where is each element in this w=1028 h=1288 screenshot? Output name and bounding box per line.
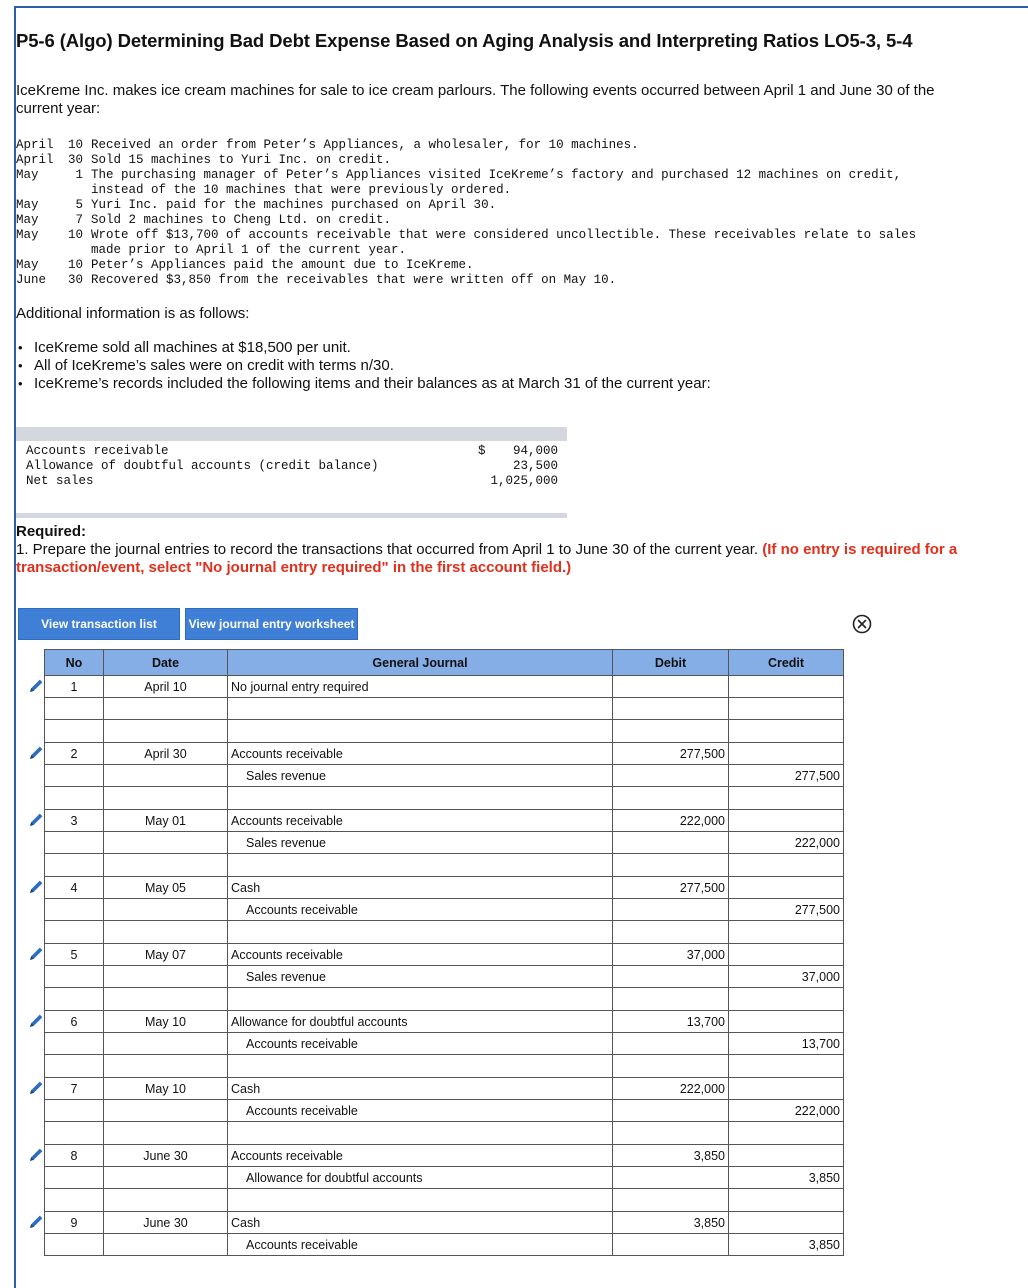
- entry-debit: [613, 1100, 729, 1122]
- event-day: 30: [67, 273, 83, 287]
- entry-account: Allowance for doubtful accounts: [228, 1011, 613, 1033]
- table-row-blank: [45, 1189, 844, 1212]
- empty-cell: [45, 787, 104, 810]
- table-row: [45, 1100, 844, 1122]
- balance-label: Allowance of doubtful accounts (credit balance): [26, 459, 379, 473]
- empty-cell: [45, 1055, 104, 1078]
- table-row: [45, 1145, 844, 1167]
- entry-date: [104, 899, 228, 921]
- event-month: April: [16, 138, 54, 152]
- entry-account: Cash: [228, 1078, 613, 1100]
- empty-cell: [45, 720, 104, 743]
- entry-credit: [729, 810, 844, 832]
- entry-account: Sales revenue: [228, 966, 613, 988]
- entry-debit: 3,850: [613, 1212, 729, 1234]
- balance-row: [26, 474, 558, 489]
- event-day: 7: [75, 213, 83, 227]
- table-row-blank: [45, 787, 844, 810]
- entry-credit: 13,700: [729, 1033, 844, 1055]
- view-journal-entry-worksheet-button[interactable]: View journal entry worksheet: [185, 608, 358, 640]
- entry-account: Accounts receivable: [228, 743, 613, 765]
- empty-cell: [228, 1189, 613, 1212]
- table-row-blank: [45, 1122, 844, 1145]
- edit-pencil-icon[interactable]: [27, 1146, 45, 1164]
- empty-cell: [104, 854, 228, 877]
- event-day: 5: [75, 198, 83, 212]
- entry-debit: [613, 899, 729, 921]
- view-transaction-list-button[interactable]: View transaction list: [18, 608, 180, 640]
- entry-debit: [613, 832, 729, 854]
- entry-credit: [729, 877, 844, 899]
- entry-no: 5: [45, 944, 104, 966]
- table-row: [45, 1011, 844, 1033]
- empty-cell: [45, 988, 104, 1011]
- table-row: [45, 765, 844, 787]
- table-row-blank: [45, 1055, 844, 1078]
- event-text: Yuri Inc. paid for the machines purchased on April 30.: [91, 198, 497, 212]
- edit-pencil-icon[interactable]: [27, 945, 45, 963]
- edit-pencil-icon[interactable]: [27, 811, 45, 829]
- event-month: May: [16, 228, 39, 242]
- entry-account: Accounts receivable: [228, 899, 613, 921]
- entry-credit: 277,500: [729, 899, 844, 921]
- empty-cell: [613, 1055, 729, 1078]
- entry-no: [45, 765, 104, 787]
- empty-cell: [613, 787, 729, 810]
- balance-row: [26, 459, 558, 474]
- required-instruction: 1. Prepare the journal entries to record the transactions that occurred from April 1 to June 30 of the current year.: [16, 541, 759, 558]
- intro-text: IceKreme Inc. makes ice cream machines for sale to ice cream parlours. The following events occurred between April 1 and June 30 of the current year:: [16, 82, 935, 117]
- edit-pencil-icon[interactable]: [27, 1012, 45, 1030]
- empty-cell: [45, 921, 104, 944]
- event-text: The purchasing manager of Peter’s Appliances visited IceKreme’s factory and purchased 12 machines on credit,: [91, 168, 902, 182]
- table-row: [45, 698, 844, 720]
- entry-date: June 30: [104, 1145, 228, 1167]
- entry-no: 8: [45, 1145, 104, 1167]
- entry-credit: 3,850: [729, 1234, 844, 1256]
- table-row-blank: [45, 988, 844, 1011]
- entry-date: May 10: [104, 1011, 228, 1033]
- empty-cell: [729, 854, 844, 877]
- entry-debit: 37,000: [613, 944, 729, 966]
- empty-cell: [613, 921, 729, 944]
- empty-cell: [613, 1122, 729, 1145]
- entry-no: [45, 966, 104, 988]
- journal-body: [45, 676, 844, 1256]
- entry-account: Allowance for doubtful accounts: [228, 1167, 613, 1189]
- additional-info-heading: Additional information is as follows:: [16, 305, 250, 322]
- event-item: [16, 138, 971, 153]
- empty-cell: [45, 854, 104, 877]
- entry-no: [45, 1100, 104, 1122]
- empty-cell: [729, 921, 844, 944]
- event-month: May: [16, 258, 39, 272]
- event-item: [16, 228, 971, 258]
- header-debit: Debit: [613, 650, 729, 676]
- entry-debit: [613, 698, 729, 720]
- empty-cell: [104, 988, 228, 1011]
- table-row: [45, 877, 844, 899]
- entry-debit: 222,000: [613, 810, 729, 832]
- entry-date: [104, 966, 228, 988]
- table-row: [45, 899, 844, 921]
- event-month: May: [16, 168, 39, 182]
- entry-credit: [729, 743, 844, 765]
- event-text-continued: instead of the 10 machines that were previously ordered.: [91, 183, 512, 197]
- event-day: 10: [67, 228, 83, 242]
- balances-table: [16, 427, 567, 518]
- edit-pencil-icon[interactable]: [27, 878, 45, 896]
- event-text-continued: made prior to April 1 of the current year.: [91, 243, 407, 257]
- balance-value: 23,500: [512, 459, 558, 473]
- edit-pencil-icon[interactable]: [27, 1213, 45, 1231]
- entry-no: [45, 832, 104, 854]
- empty-cell: [45, 1122, 104, 1145]
- entry-date: [104, 1100, 228, 1122]
- table-row: [45, 810, 844, 832]
- table-row-blank: [45, 921, 844, 944]
- empty-cell: [104, 720, 228, 743]
- event-item: [16, 213, 971, 228]
- entry-credit: [729, 1078, 844, 1100]
- entry-credit: [729, 1011, 844, 1033]
- header-date: Date: [104, 650, 228, 676]
- event-day: 30: [67, 153, 83, 167]
- event-day: 10: [67, 258, 83, 272]
- entry-account: Accounts receivable: [228, 1234, 613, 1256]
- entry-date: April 30: [104, 743, 228, 765]
- balance-value: 94,000: [512, 444, 558, 458]
- empty-cell: [729, 787, 844, 810]
- entry-debit: 277,500: [613, 743, 729, 765]
- empty-cell: [228, 988, 613, 1011]
- empty-cell: [104, 1055, 228, 1078]
- event-month: May: [16, 198, 39, 212]
- entry-debit: [613, 765, 729, 787]
- entry-no: 2: [45, 743, 104, 765]
- table-row: [45, 966, 844, 988]
- page-title: P5-6 (Algo) Determining Bad Debt Expense Based on Aging Analysis and Interpreting Ratios LO5-3, 5-4: [16, 30, 913, 51]
- entry-date: May 07: [104, 944, 228, 966]
- entry-date: May 05: [104, 877, 228, 899]
- table-row: [45, 1033, 844, 1055]
- entry-account: Accounts receivable: [228, 810, 613, 832]
- entry-date: [104, 765, 228, 787]
- entry-date: [104, 832, 228, 854]
- entry-account: Sales revenue: [228, 832, 613, 854]
- empty-cell: [729, 988, 844, 1011]
- table-row: [45, 1167, 844, 1189]
- table-row: [45, 743, 844, 765]
- event-text: Peter’s Appliances paid the amount due to IceKreme.: [91, 258, 474, 272]
- entry-credit: 222,000: [729, 1100, 844, 1122]
- empty-cell: [228, 720, 613, 743]
- entry-debit: 222,000: [613, 1078, 729, 1100]
- event-item: [16, 198, 971, 213]
- event-day: 10: [67, 138, 83, 152]
- table-row-blank: [45, 720, 844, 743]
- entry-credit: 3,850: [729, 1167, 844, 1189]
- empty-cell: [613, 988, 729, 1011]
- balance-label: Net sales: [26, 474, 94, 488]
- entry-no: [45, 1167, 104, 1189]
- table-row: [45, 676, 844, 698]
- entry-date: [104, 1033, 228, 1055]
- entry-debit: [613, 1167, 729, 1189]
- event-text: Wrote off $13,700 of accounts receivable that were considered uncollectible. These receivables relate to sales: [91, 228, 917, 242]
- event-text: Received an order from Peter’s Appliances, a wholesaler, for 10 machines.: [91, 138, 639, 152]
- event-text: Recovered $3,850 from the receivables that were written off on May 10.: [91, 273, 617, 287]
- balance-label: Accounts receivable: [26, 444, 169, 458]
- entry-date: June 30: [104, 1212, 228, 1234]
- event-text: Sold 15 machines to Yuri Inc. on credit.: [91, 153, 392, 167]
- entry-credit: [729, 676, 844, 698]
- empty-cell: [729, 1055, 844, 1078]
- entry-no: [45, 1234, 104, 1256]
- header-credit: Credit: [729, 650, 844, 676]
- table-row: [45, 1234, 844, 1256]
- event-day: 1: [75, 168, 83, 182]
- event-item: [16, 273, 971, 288]
- entry-no: [45, 698, 104, 720]
- entry-date: May 01: [104, 810, 228, 832]
- event-month: May: [16, 213, 39, 227]
- entry-no: [45, 899, 104, 921]
- entry-account: Accounts receivable: [228, 944, 613, 966]
- header-no: No: [45, 650, 104, 676]
- event-item: [16, 168, 971, 198]
- empty-cell: [729, 1189, 844, 1212]
- table-row-blank: [45, 854, 844, 877]
- entry-date: May 10: [104, 1078, 228, 1100]
- entry-no: 1: [45, 676, 104, 698]
- entry-no: 4: [45, 877, 104, 899]
- empty-cell: [45, 1189, 104, 1212]
- entry-account: Accounts receivable: [228, 1100, 613, 1122]
- table-row: [45, 1078, 844, 1100]
- balance-currency: $: [478, 444, 486, 458]
- entry-no: [45, 1033, 104, 1055]
- empty-cell: [104, 1122, 228, 1145]
- empty-cell: [613, 720, 729, 743]
- entry-date: [104, 1167, 228, 1189]
- empty-cell: [104, 921, 228, 944]
- entry-date: April 10: [104, 676, 228, 698]
- close-icon[interactable]: [851, 613, 873, 635]
- edit-pencil-icon[interactable]: [27, 1079, 45, 1097]
- entry-no: 7: [45, 1078, 104, 1100]
- entry-debit: 13,700: [613, 1011, 729, 1033]
- entry-account: Accounts receivable: [228, 1145, 613, 1167]
- edit-pencil-icon[interactable]: [27, 677, 45, 695]
- empty-cell: [228, 1122, 613, 1145]
- entry-debit: [613, 966, 729, 988]
- table-row: [45, 832, 844, 854]
- entry-credit: [729, 698, 844, 720]
- entry-date: [104, 1234, 228, 1256]
- entry-no: 3: [45, 810, 104, 832]
- entry-debit: [613, 676, 729, 698]
- empty-cell: [104, 1189, 228, 1212]
- empty-cell: [228, 787, 613, 810]
- entry-no: 9: [45, 1212, 104, 1234]
- entry-credit: [729, 1145, 844, 1167]
- table-row: [45, 1212, 844, 1234]
- entry-credit: 222,000: [729, 832, 844, 854]
- entry-credit: 37,000: [729, 966, 844, 988]
- required-note: (If no entry is required for a transaction/event, select "No journal entry required" in the first account field.): [16, 541, 958, 576]
- empty-cell: [104, 787, 228, 810]
- empty-cell: [613, 1189, 729, 1212]
- entry-account: Cash: [228, 1212, 613, 1234]
- entry-date: [104, 698, 228, 720]
- entry-account: Accounts receivable: [228, 1033, 613, 1055]
- table-row: [45, 944, 844, 966]
- header-general-journal: General Journal: [228, 650, 613, 676]
- event-text: Sold 2 machines to Cheng Ltd. on credit.: [91, 213, 392, 227]
- event-item: [16, 153, 971, 168]
- empty-cell: [613, 854, 729, 877]
- entry-credit: 277,500: [729, 765, 844, 787]
- empty-cell: [729, 1122, 844, 1145]
- balance-value: 1,025,000: [490, 474, 558, 488]
- entry-credit: [729, 944, 844, 966]
- list-item: • IceKreme sold all machines at $18,500 per unit.: [16, 339, 711, 357]
- empty-cell: [228, 854, 613, 877]
- balance-row: [26, 444, 558, 459]
- edit-pencil-icon[interactable]: [27, 744, 45, 762]
- entry-debit: 3,850: [613, 1145, 729, 1167]
- required-heading: Required:: [16, 523, 87, 540]
- list-item: • All of IceKreme’s sales were on credit with terms n/30.: [16, 357, 711, 375]
- entry-account: Sales revenue: [228, 765, 613, 787]
- empty-cell: [228, 921, 613, 944]
- entry-debit: [613, 1033, 729, 1055]
- event-month: April: [16, 153, 54, 167]
- empty-cell: [729, 720, 844, 743]
- entry-account: [228, 698, 613, 720]
- entry-credit: [729, 1212, 844, 1234]
- required-text: [16, 541, 976, 577]
- event-month: June: [16, 273, 47, 287]
- entry-account: Cash: [228, 877, 613, 899]
- events-list: [16, 138, 971, 288]
- entry-debit: [613, 1234, 729, 1256]
- additional-info-list: [16, 339, 711, 393]
- list-item: • IceKreme’s records included the following items and their balances as at March 31 of the current year:: [16, 375, 711, 393]
- entry-debit: 277,500: [613, 877, 729, 899]
- frame-top-border: [14, 6, 1028, 8]
- empty-cell: [228, 1055, 613, 1078]
- journal-table: [44, 649, 844, 1256]
- entry-account: No journal entry required: [228, 676, 613, 698]
- event-item: [16, 258, 971, 273]
- entry-no: 6: [45, 1011, 104, 1033]
